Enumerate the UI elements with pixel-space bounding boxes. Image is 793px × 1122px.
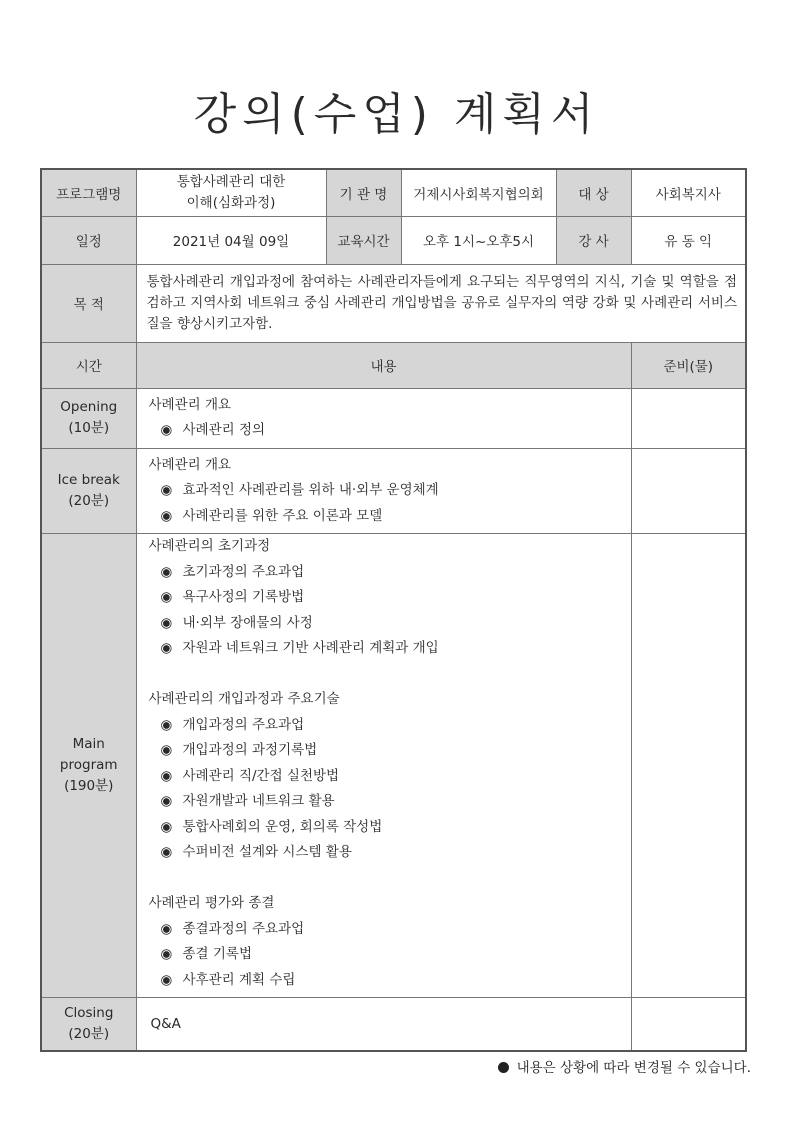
bullet-icon: ◉ [160,742,173,758]
item-text: 개입과정의 주요과업 [182,716,305,733]
info-row-schedule [41,216,746,264]
session-name: Closing [64,1004,114,1021]
session-duration: (190분) [64,778,114,794]
block-spacer [149,662,631,688]
item-text: 종결 기록법 [182,946,252,962]
list-item [149,942,631,968]
info-row-program [41,169,746,216]
org-value: 거제시사회복지협의회 [401,169,556,216]
target-label: 대 상 [556,169,631,216]
item-text: 사례관리를 위한 주요 이론과 모델 [182,507,383,524]
session-time-opening [41,388,136,448]
bullet-icon: ◉ [160,507,173,524]
bullet-icon: ◉ [160,920,173,937]
session-time-icebreak [41,448,136,534]
document-title: 강의(수업) 계획서 [193,89,600,140]
session-content-opening [136,388,631,448]
purpose-text: 통합사례관리 개입과정에 참여하는 사례관리자들에게 요구되는 직무영역의 지식, 기술 및 역할을 점검하고 지역사회 네트워크 중심 사례관리 개입방법을 공유로 실무자의 역량 강화 및 사례관리 서비스 질을 향상시키고자함. [136,264,746,342]
time-value: 오후 1시~오후5시 [401,216,556,264]
bullet-icon: ◉ [160,716,173,733]
session-name-line2: program [59,757,118,773]
session-content-closing: Q&A [136,998,631,1051]
bullet-icon: ◉ [160,614,173,631]
item-text: 수퍼비전 설계와 시스템 활용 [182,844,352,860]
header-content: 내용 [136,342,631,388]
schedule-header-row [41,342,746,388]
item-text: 종결과정의 주요과업 [182,920,305,937]
list-item [149,840,631,866]
time-label: 교육시간 [326,216,401,264]
session-row-icebreak [41,448,746,534]
session-row-main [41,534,746,998]
list-item [149,917,631,943]
program-label: 프로그램명 [41,169,136,216]
list-item [149,478,631,504]
list-item [149,815,631,841]
footnote-text: 내용은 상황에 따라 변경될 수 있습니다. [516,1060,751,1076]
session-topic: 사례관리의 개입과정과 주요기술 [148,691,340,707]
session-content-main [136,534,631,998]
bullet-icon: ◉ [160,844,173,860]
date-value: 2021년 04월 09일 [136,216,326,264]
list-item [149,418,631,444]
bullet-icon: ◉ [160,589,173,605]
list-item [149,504,631,530]
session-topic: 사례관리 개요 [148,456,232,473]
lecture-plan-table [40,168,747,1052]
session-prep-closing [631,998,746,1051]
item-text: 내·외부 장애물의 사정 [182,614,313,631]
lecturer-label: 강 사 [556,216,631,264]
session-row-closing [41,998,746,1051]
item-text: 통합사례회의 운영, 회의록 작성법 [182,818,383,835]
bullet-icon: ◉ [160,767,173,784]
item-text: 사후관리 계획 수립 [182,971,296,988]
list-item [149,713,631,739]
org-label: 기 관 명 [326,169,401,216]
session-duration: (20분) [68,1025,110,1042]
item-text: 자원개발과 네트워크 활용 [182,793,335,809]
bullet-dot-icon [498,1062,509,1073]
list-item [149,585,631,611]
bullet-icon: ◉ [160,640,173,656]
session-duration: (10분) [68,420,110,436]
session-row-opening [41,388,746,448]
target-value: 사회복지사 [631,169,746,216]
list-item [149,636,631,662]
session-time-main [41,534,136,998]
bullet-icon: ◉ [160,482,173,498]
lecturer-value: 유 동 익 [631,216,746,264]
date-label: 일정 [41,216,136,264]
session-prep-main [631,534,746,998]
bullet-icon: ◉ [160,971,173,988]
block-spacer [149,866,631,892]
item-text: 사례관리 직/간접 실천방법 [182,767,340,784]
session-name: Ice break [57,471,120,488]
program-value [136,169,326,216]
list-item [149,764,631,790]
item-text: 욕구사정의 기록방법 [182,589,305,605]
header-prep: 준비(물) [631,342,746,388]
item-text: 사례관리 정의 [182,422,266,438]
item-text: 초기과정의 주요과업 [182,563,305,580]
session-topic: 사례관리의 초기과정 [148,538,271,554]
program-value-line1: 통합사례관리 대한 [176,173,286,190]
list-item [149,789,631,815]
bullet-icon: ◉ [160,818,173,835]
session-name-line1: Main [72,736,105,752]
item-text: 자원과 네트워크 기반 사례관리 계획과 개입 [182,640,439,656]
bullet-icon: ◉ [160,946,173,962]
list-item [149,611,631,637]
program-value-line2: 이해(심화과정) [186,194,276,211]
session-topic: 사례관리 개요 [148,396,232,413]
item-text: 효과적인 사례관리를 위하 내·외부 운영체계 [182,482,439,498]
header-time: 시간 [41,342,136,388]
footnote [498,1056,751,1076]
session-time-closing [41,998,136,1051]
session-content-icebreak [136,448,631,534]
list-item [149,738,631,764]
session-topic: 사례관리 평가와 종결 [148,895,275,911]
list-item [149,968,631,994]
item-text: 개입과정의 과정기록법 [182,742,318,758]
session-prep-opening [631,388,746,448]
list-item [149,560,631,586]
session-prep-icebreak [631,448,746,534]
session-duration: (20분) [68,492,110,509]
bullet-icon: ◉ [160,793,173,809]
purpose-row [41,264,746,342]
bullet-icon: ◉ [160,422,173,438]
session-name: Opening [60,399,118,415]
purpose-label: 목 적 [41,264,136,342]
bullet-icon: ◉ [160,563,173,580]
